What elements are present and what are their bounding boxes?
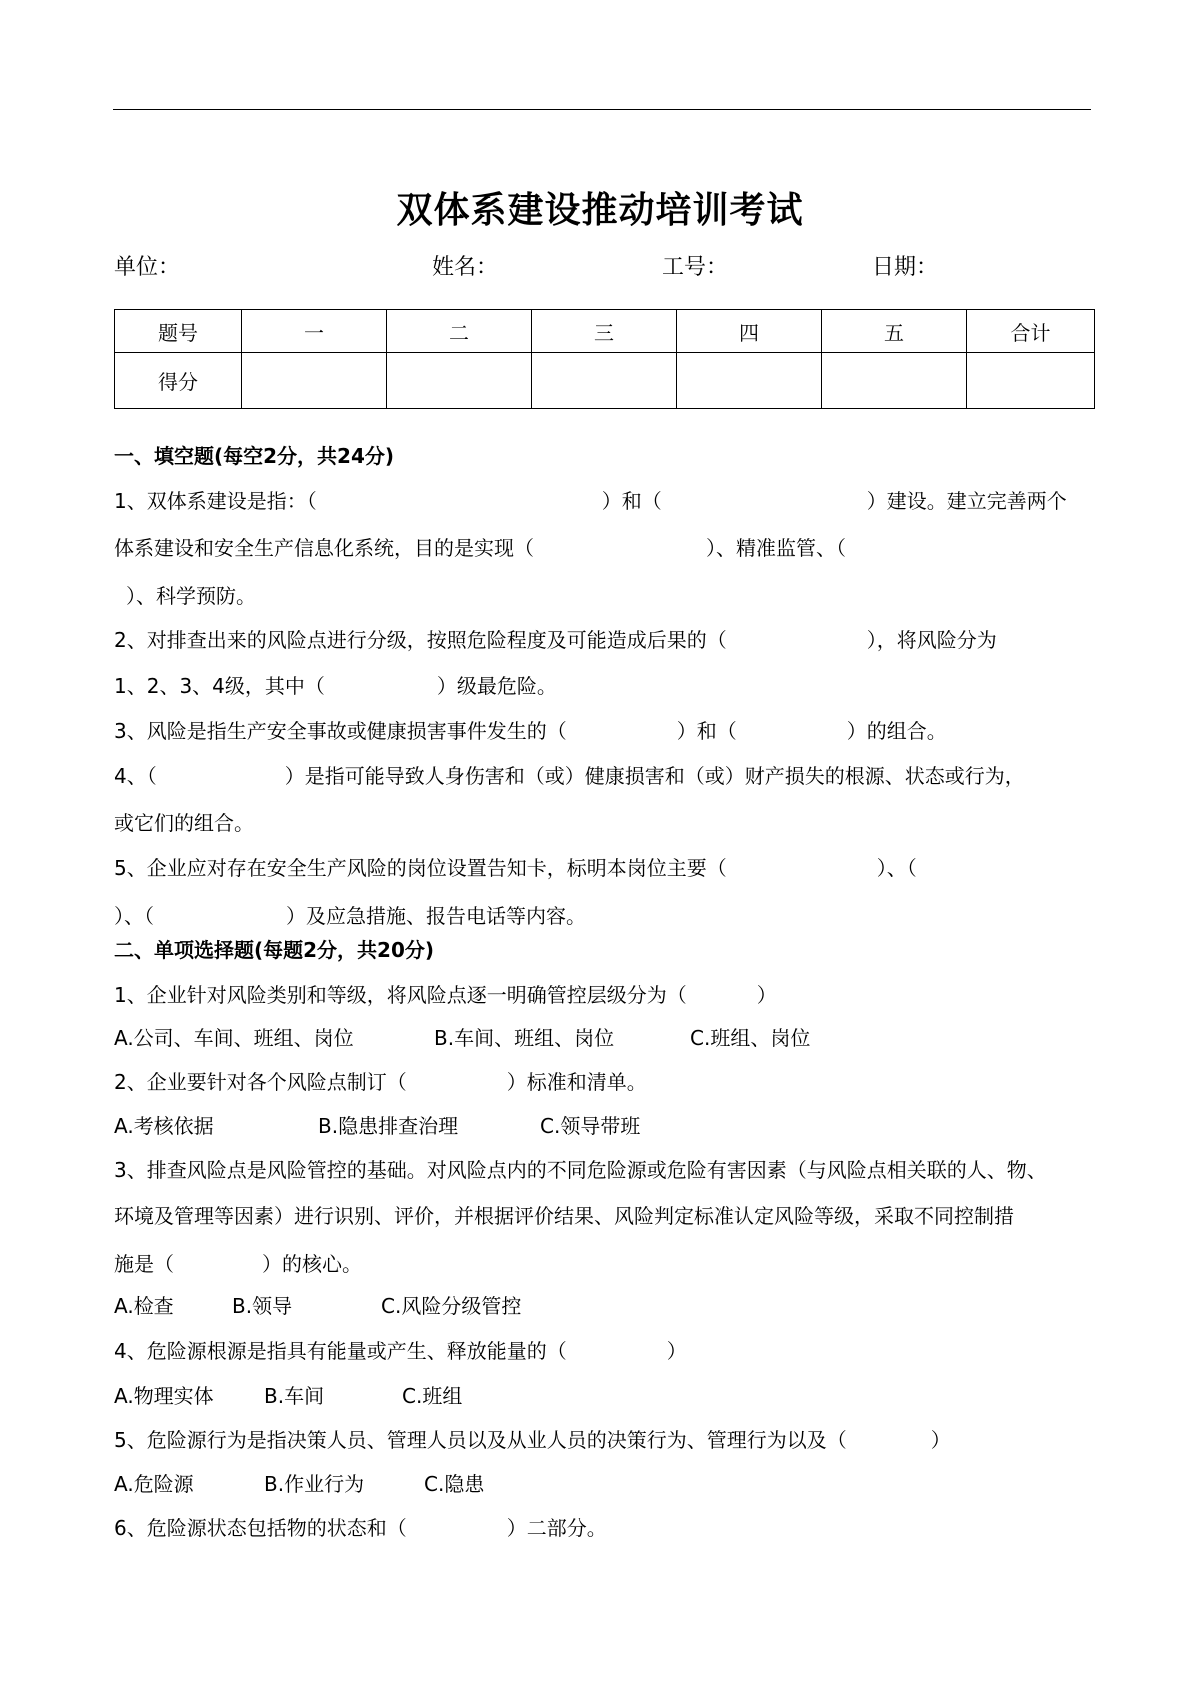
s2-q1-option-b: B.车间、班组、岗位	[434, 1026, 615, 1050]
score-cell-5[interactable]	[822, 353, 967, 409]
section2-heading: 二、单项选择题(每题2分，共20分)	[114, 938, 435, 962]
s2-q6-text-b: ）二部分。	[506, 1516, 607, 1540]
s1-q1-text-a: 1、双体系建设是指：（	[114, 489, 317, 513]
header-cell-question-no: 题号	[115, 310, 242, 353]
s2-q4-line	[114, 1335, 687, 1364]
s2-q4-option-b: B.车间	[264, 1384, 325, 1408]
header-cell-3: 三	[532, 310, 677, 353]
s1-q2-text-b: ），将风险分为	[866, 628, 997, 652]
s2-q1-text-b: ）	[756, 983, 777, 1007]
s1-q5-text-d: ）及应急措施、报告电话等内容。	[286, 904, 586, 928]
s2-q4-text-a: 4、危险源根源是指具有能量或产生、释放能量的（	[114, 1339, 567, 1363]
s2-q5-text-b: ）	[930, 1428, 951, 1452]
s2-q5-text-a: 5、危险源行为是指决策人员、管理人员以及从业人员的决策行为、管理行为以及（	[114, 1428, 847, 1452]
s2-q2-option-c: C.领导带班	[540, 1114, 641, 1138]
s1-q3-text-c: ）的组合。	[846, 719, 947, 743]
s1-q1-text-c: ）建设。建立完善两个	[866, 489, 1067, 513]
s1-q4-line2	[114, 807, 254, 836]
s2-q2-line	[114, 1066, 647, 1095]
s1-q2-text-a: 2、对排查出来的风险点进行分级，按照危险程度及可能造成后果的（	[114, 628, 727, 652]
s2-q3-option-a: A.检查	[114, 1294, 174, 1318]
header-cell-total: 合计	[967, 310, 1095, 353]
score-cell-4[interactable]	[677, 353, 822, 409]
name-label: 姓名：	[432, 255, 499, 280]
s1-q1-line2	[114, 532, 846, 561]
s1-q3-line	[114, 715, 947, 744]
s2-q2-text-a: 2、企业要针对各个风险点制订（	[114, 1070, 407, 1094]
s1-q4-text-b: ）是指可能导致人身伤害和（或）健康损害和（或）财产损失的根源、状态或行为，	[284, 764, 1025, 788]
s2-q3-option-b: B.领导	[232, 1294, 293, 1318]
s2-q6-line	[114, 1512, 607, 1541]
s1-q1-line3	[126, 580, 256, 609]
s1-q5-text-b: ）、（	[876, 856, 917, 880]
s2-q5-line	[114, 1424, 951, 1453]
s2-q2-option-b: B.隐患排查治理	[318, 1114, 459, 1138]
s2-q2-text-b: ）标准和清单。	[506, 1070, 647, 1094]
s1-q4-line1	[114, 760, 1025, 789]
s2-q3-line3	[114, 1248, 362, 1277]
s1-q4-text-a: 4、（	[114, 764, 157, 788]
header-cell-1: 一	[242, 310, 387, 353]
s2-q4-option-c: C.班组	[402, 1384, 463, 1408]
s2-q3-line1: 3、排查风险点是风险管控的基础。对风险点内的不同危险源或危险有害因素（与风险点相关联的人、物、	[114, 1158, 1047, 1182]
s1-q5-line2	[114, 900, 586, 929]
s1-q2-text-d: ）级最危险。	[436, 674, 557, 698]
s1-q4-text-c: 或它们的组合。	[114, 811, 254, 835]
score-row-label: 得分	[115, 353, 242, 409]
s2-q2-option-a: A.考核依据	[114, 1114, 214, 1138]
score-cell-total[interactable]	[967, 353, 1095, 409]
s1-q5-line1	[114, 852, 917, 881]
s1-q3-text-a: 3、风险是指生产安全事故或健康损害事件发生的（	[114, 719, 567, 743]
s1-q1-text-d: 体系建设和安全生产信息化系统，目的是实现（	[114, 536, 534, 560]
header-cell-4: 四	[677, 310, 822, 353]
s2-q3-text-a: 施是（	[114, 1252, 174, 1276]
date-label: 日期：	[872, 255, 939, 280]
s1-q1-text-b: ）和（	[601, 489, 662, 513]
s1-q5-text-a: 5、企业应对存在安全生产风险的岗位设置告知卡，标明本岗位主要（	[114, 856, 727, 880]
s1-q3-text-b: ）和（	[676, 719, 737, 743]
section1-heading: 一、填空题(每空2分，共24分)	[114, 444, 395, 468]
s1-q1-text-e: ）、精准监管、（	[706, 536, 846, 560]
header-cell-5: 五	[822, 310, 967, 353]
s2-q3-text-b: ）的核心。	[262, 1252, 362, 1276]
s1-q2-line1	[114, 624, 997, 653]
score-table	[114, 309, 1095, 409]
s2-q5-option-a: A.危险源	[114, 1472, 194, 1496]
score-table-score-row	[115, 353, 1095, 409]
s2-q1-option-c: C.班组、岗位	[690, 1026, 811, 1050]
s2-q3-option-c: C.风险分级管控	[381, 1294, 522, 1318]
score-cell-2[interactable]	[387, 353, 532, 409]
s2-q5-option-c: C.隐患	[424, 1472, 485, 1496]
s2-q1-line	[114, 979, 777, 1008]
s2-q4-option-a: A.物理实体	[114, 1384, 214, 1408]
unit-label: 单位：	[114, 255, 181, 280]
score-cell-1[interactable]	[242, 353, 387, 409]
page-title: 双体系建设推动培训考试	[396, 190, 804, 231]
s2-q6-text-a: 6、危险源状态包括物的状态和（	[114, 1516, 407, 1540]
s1-q2-line2	[114, 670, 557, 699]
s2-q1-option-a: A.公司、车间、班组、岗位	[114, 1026, 354, 1050]
s1-q2-text-c: 1、2、3、4级，其中（	[114, 674, 325, 698]
header-cell-2: 二	[387, 310, 532, 353]
header-rule	[113, 109, 1091, 110]
s2-q1-text-a: 1、企业针对风险类别和等级，将风险点逐一明确管控层级分为（	[114, 983, 687, 1007]
score-cell-3[interactable]	[532, 353, 677, 409]
employee-id-label: 工号：	[662, 255, 729, 280]
s1-q5-text-c: ）、（	[114, 904, 154, 928]
s2-q4-text-b: ）	[666, 1339, 687, 1363]
s2-q5-option-b: B.作业行为	[264, 1472, 365, 1496]
s1-q1-text-f: ）、科学预防。	[126, 584, 256, 608]
s1-q1-line1	[114, 485, 1067, 514]
score-table-header-row	[115, 310, 1095, 353]
s2-q3-line2: 环境及管理等因素）进行识别、评价，并根据评价结果、风险判定标准认定风险等级，采取不同控制措	[114, 1204, 1014, 1228]
